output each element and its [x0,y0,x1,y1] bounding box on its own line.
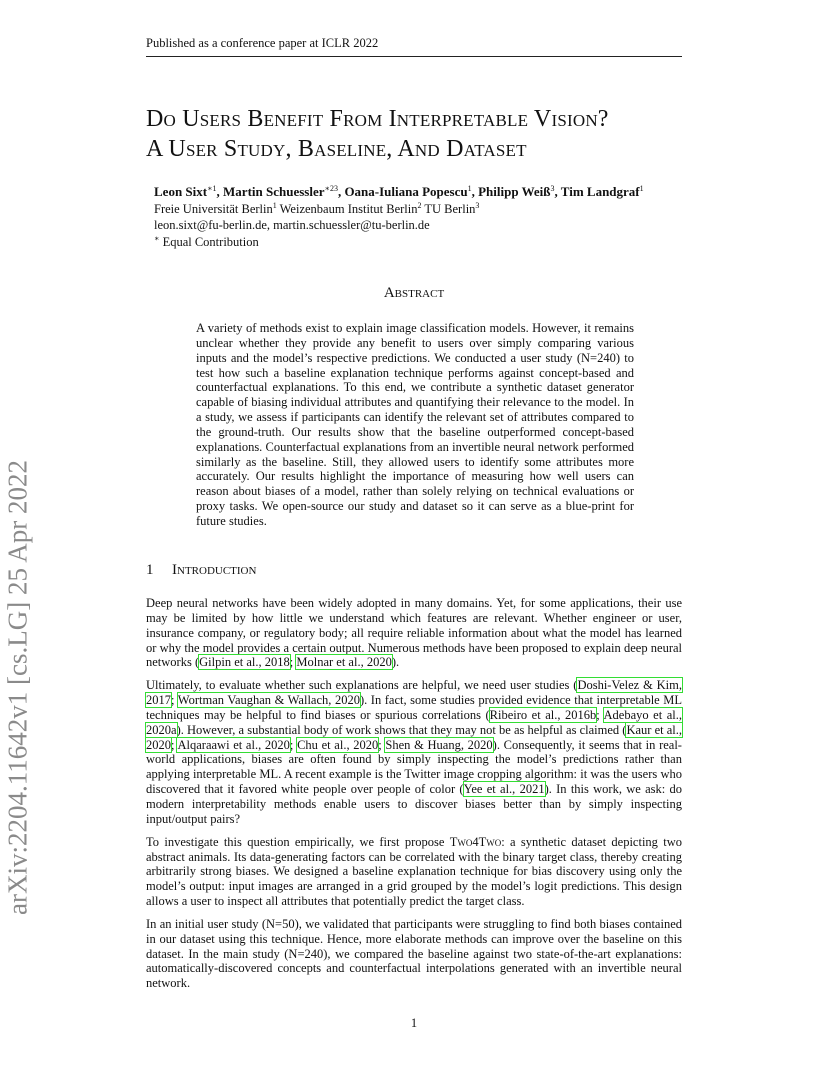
paragraph [146,835,682,909]
author-name: , Oana-Iuliana Popescu [337,184,468,199]
paragraph-text: ; [171,693,178,708]
page-number: 1 [410,1016,418,1030]
paragraph [146,917,682,991]
author-names [154,184,694,201]
affiliation-mark: 2 [417,200,422,210]
affiliation: TU Berlin [421,201,476,216]
paragraph-text: ). [391,655,400,670]
section-title: Introduction [172,562,257,578]
citation-link[interactable]: Kaur et al., 2020 [146,722,682,752]
paragraph-text: ; [289,655,297,670]
citation-link[interactable]: Wortman Vaughan & Wallach, 2020 [177,693,360,708]
paragraph-text: ; [289,737,298,752]
running-header: Published as a conference paper at ICLR 2022 [146,36,682,57]
citation-link[interactable]: Ribeiro et al., 2016b [489,707,597,722]
dataset-name: Two4Two [449,834,502,849]
paragraph-text: ). Consequently, it seems that in real-world applications, biases are often found by simply inspecting the model’s predictions rather than applying interpretable ML. A recent example is the Twitter image cropping algorithm: it was the users who discovered that it favored white people over people of color ( [146,737,682,797]
paragraph [146,678,682,826]
affiliations [154,201,694,218]
paragraph-text: ; [171,737,178,752]
citation-link[interactable]: Yee et al., 2021 [463,782,545,797]
abstract-heading: Abstract [383,285,445,301]
body-text [146,596,682,999]
author-mark: 1 [467,184,472,193]
section-heading [146,562,256,579]
paragraph-text: To investigate this question empirically, we first propose [146,834,450,849]
paragraph-text: Deep neural networks have been widely adopted in many domains. Yet, for some applications, their use may be limited by how little we understand which features are relevant. Whether engineer or user, insurance company, or regulatory body; all require reliable information about what the model has learned or why the model provides a certain output. Numerous methods have been proposed to explain deep neural networks ( [146,596,682,670]
citation-link[interactable]: Chu et al., 2020 [297,737,379,752]
note-mark: ∗ [154,233,160,243]
affiliation: Weizenbaum Institut Berlin [276,201,418,216]
paragraph-text: In an initial user study (N=50), we validated that participants were struggling to find both biases contained in our dataset using this technique. Hence, more elaborate methods can improve over the baseline on this dataset. In the main study (N=240), we compared the baseline against two state-of-the-art explanations: automatically-discovered concepts and counterfactual interpolations generated with an invertible neural network. [146,916,682,991]
citation-link[interactable]: Adebayo et al., 2020a [146,707,682,737]
abstract-text: A variety of methods exist to explain image classification models. However, it remains unclear whether they provide any benefit to users over simply comparing various inputs and the model’s respective predictions. We conducted a user study (N=240) to test how such a baseline explanation technique performs against concept-based and counterfactual explanations. To this end, we contribute a synthetic dataset generator capable of biasing individual attributes and quantifying their relevance to the model. In a study, we assess if participants can identify the relevant set of attributes compared to the ground-truth. Our results show that the baseline outperformed concept-based explanations. Counterfactual explanations from an invertible neural network performed similarly as the baseline. Still, they allowed users to identify some attributes more accurately. Our results highlight the importance of measuring how well users can reason about biases of a model, rather than solely relying on technical evaluations or proxy tasks. We open-source our study and dataset so it can serve as a blue-print for future studies. [196,321,634,528]
author-block [154,184,694,250]
affiliation-mark: 3 [475,200,480,210]
author-name: , Philipp Weiß [471,184,551,199]
paragraph-text: ). However, a substantial body of work shows that they may not be as helpful as claimed ( [176,722,627,737]
author-mark: ∗23 [324,184,338,193]
paragraph-text: ). In this work, we ask: do modern interpretability methods enable users to discover biases better than by simply inspecting input/output pairs? [146,782,682,826]
paragraph-text: Ultimately, to evaluate whether such explanations are helpful, we need user studies ( [146,678,578,693]
author-name: Leon Sixt [154,184,208,199]
paper-title [146,104,706,164]
author-mark: ∗1 [207,184,217,193]
author-name: , Martin Schuessler [216,184,325,199]
paragraph [146,596,682,670]
note-text: Equal Contribution [159,234,259,249]
citation-link[interactable]: Doshi-Velez & Kim, 2017 [146,678,683,708]
citation-link[interactable]: Shen & Huang, 2020 [385,737,493,752]
section-number: 1 [146,562,154,578]
paragraph-text: ; [378,737,386,752]
affiliation-mark: 1 [272,200,277,210]
title-line-2: A User Study, Baseline, And Dataset [146,136,527,162]
paragraph-text: : a synthetic dataset depicting two abstract animals. Its data-generating factors can be correlated with the binary target class, thereby creating arbitrarily strong biases. We designed a baseline explanation technique for bias discovery using only the model’s output: input images are arranged in a grid grouped by the model’s logit predictions. This design allows a user to inspect all attributes that potentially predict the target class. [146,834,682,909]
author-mark: 3 [550,184,555,193]
author-mark: 1 [639,184,644,193]
author-name: , Tim Landgraf [554,184,640,199]
arxiv-stamp[interactable]: arXiv:2204.11642v1 [cs.LG] 25 Apr 2022 [2,460,33,915]
paragraph-text: ). In fact, some studies provided evidence that interpretable ML techniques may be helpful to find biases or spurious correlations ( [146,693,683,722]
affiliation: Freie Universität Berlin [154,201,273,216]
citation-link[interactable]: Gilpin et al., 2018 [199,655,290,670]
author-emails: leon.sixt@fu-berlin.de, martin.schuessler@tu-berlin.de [154,218,430,232]
citation-link[interactable]: Molnar et al., 2020 [296,655,392,670]
equal-contribution-note [154,234,694,251]
citation-link[interactable]: Alqaraawi et al., 2020 [177,737,290,752]
title-line-1: Do Users Benefit From Interpretable Vision? [146,106,609,132]
paragraph-text: ; [596,707,604,722]
